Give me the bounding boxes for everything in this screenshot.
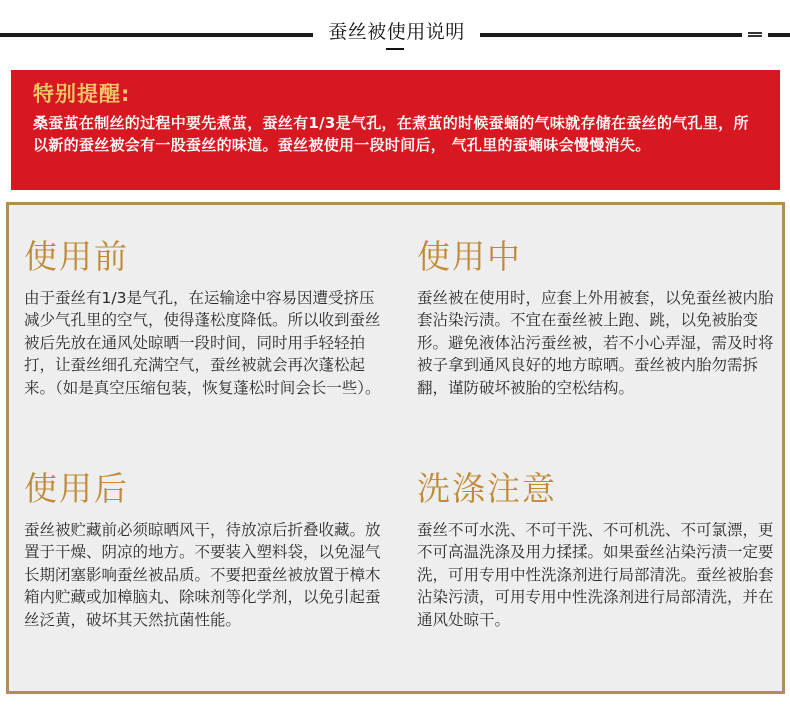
- section-body: 蚕丝被在使用时，应套上外用被套，以免蚕丝被内胎套沾染污渍。不宜在蚕丝被上跑、跳，以免被胎变形。避免液体沾污蚕丝被，若不小心弄湿，需及时将被子拿到通风良好的地方晾晒。蚕丝被内胎勿需拆翻，谨防破坏被胎的空松结构。: [417, 289, 774, 397]
- section-title: 使用后: [24, 469, 129, 508]
- section-body: 蚕丝被贮藏前必须晾晒风干，待放凉后折叠收藏。放置于干燥、阴凉的地方。不要装入塑料袋，以免湿气长期闭塞影响蚕丝被品质。不要把蚕丝被放置于樟木箱内贮藏或加樟脑丸、除味剂等化学剂，以免引起蚕丝泛黄，破坏其天然抗菌性能。: [24, 521, 381, 629]
- title-underline: [386, 48, 404, 50]
- page-title: 蚕丝被使用说明: [328, 21, 465, 43]
- section-body: 由于蚕丝有1/3是气孔，在运输途中容易因遭受挤压减少气孔里的空气，使得蓬松度降低。所以收到蚕丝被后先放在通风处晾晒一段时间，同时用手轻轻拍打，让蚕丝细孔充满空气，蚕丝被就会再次蓬松起来。（如是真空压缩包装，恢复蓬松时间会长一些）。: [24, 289, 381, 397]
- section-title: 洗涤注意: [417, 469, 557, 508]
- section-during-use: [417, 237, 777, 399]
- header-rule-tail: [768, 33, 790, 37]
- header-rule-right: [480, 33, 742, 37]
- section-after-use: [24, 469, 389, 631]
- notice-body: 桑蚕茧在制丝的过程中要先煮茧，蚕丝有1/3是气孔，在煮茧的时候蚕蛹的气味就存储在蚕丝的气孔里，所以新的蚕丝被会有一股蚕丝的味道。蚕丝被使用一段时间后， 气孔里的蚕蛹味会慢慢消失。: [33, 114, 749, 154]
- section-title: 使用前: [24, 237, 129, 276]
- menu-lines-icon: [748, 32, 762, 38]
- instructions-panel: [6, 202, 785, 694]
- section-title: 使用中: [417, 237, 522, 276]
- special-notice-banner: [11, 70, 780, 190]
- section-body: 蚕丝不可水洗、不可干洗、不可机洗、不可氯漂，更不可高温洗涤及用力揉揉。如果蚕丝沾染污渍一定要洗，可用专用中性洗涤剂进行局部清洗。蚕丝被胎套沾染污渍，可用专用中性洗涤剂进行局部清洗，并在通风处晾干。: [417, 521, 774, 629]
- header-rule-left: [0, 33, 313, 37]
- section-washing-notes: [417, 469, 777, 631]
- notice-title: 特别提醒:: [33, 82, 131, 106]
- section-before-use: [24, 237, 386, 399]
